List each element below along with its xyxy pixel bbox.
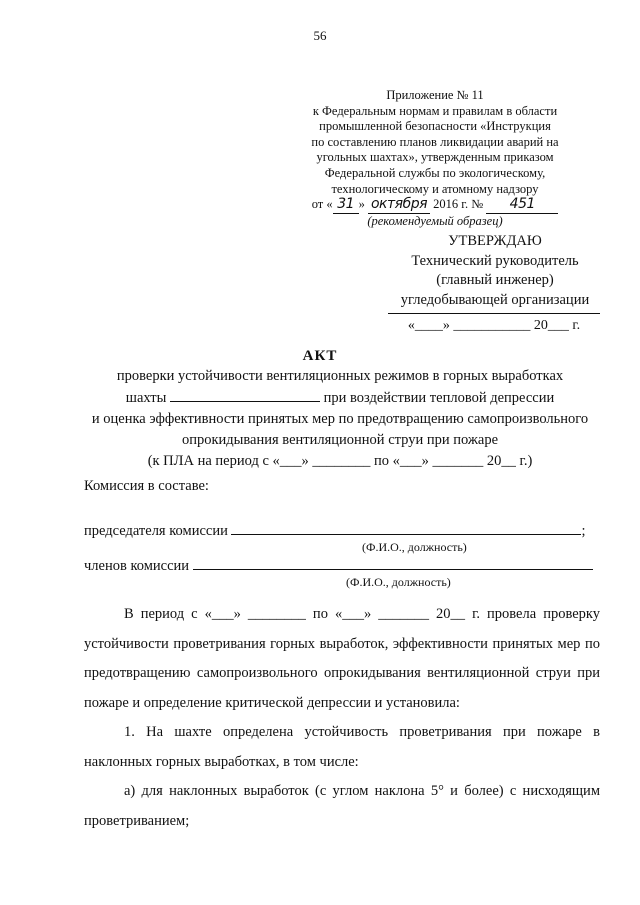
appendix-header: [270, 88, 600, 229]
act-depression-label: при воздействии тепловой депрессии: [323, 390, 555, 406]
appendix-date: [270, 197, 600, 214]
sample-note: (рекомендуемый образец): [367, 213, 503, 228]
chairman-label: председателя комиссии: [84, 523, 228, 539]
approve-date: «____» ___________ 20___ г.: [407, 318, 581, 333]
handwritten-day: 31: [333, 197, 359, 214]
date-mid: »: [358, 197, 365, 212]
approve-role: Технический руководитель: [411, 252, 579, 269]
act-line: и оценка эффективности принятых мер по предотвращению самопроизвольного: [91, 411, 589, 427]
date-prefix: от «: [311, 197, 333, 212]
page-number: 56: [313, 28, 327, 43]
signature-line: [388, 313, 600, 314]
chairman-blank: [231, 520, 581, 535]
body-paragraph: В период с «___» ________ по «___» _______ 20__ г. провела проверку устойчивости проветривания горных выработок, эффективности принятых мер по предотвращению самопроизвольного опрокидывания вентиляционной струи при пожаре и определение критической депрессии и установила:: [84, 606, 600, 711]
members-caption: (Ф.И.О., должность): [346, 575, 451, 589]
chairman-end: ;: [581, 523, 586, 539]
handwritten-number: 451: [486, 197, 558, 214]
act-line-mine: [60, 387, 620, 409]
act-line: проверки устойчивости вентиляционных режимов в горных выработках: [116, 368, 564, 384]
handwritten-month: октября: [368, 197, 430, 214]
appendix-line: по составлению планов ликвидации аварий на: [311, 134, 559, 149]
approve-role: (главный инженер): [436, 272, 554, 288]
act-line: опрокидывания вентиляционной струи при пожаре: [181, 432, 499, 448]
body-paragraph: 1. На шахте определена устойчивость проветривания при пожаре в наклонных горных выработках, в том числе:: [84, 724, 600, 770]
appendix-line: Федеральной службы по экологическому,: [324, 165, 546, 180]
mine-name-blank: [170, 387, 320, 402]
appendix-line: технологическому и атомному надзору: [331, 181, 539, 196]
appendix-line: Приложение № 11: [386, 88, 484, 102]
act-subtitle: [60, 366, 620, 472]
body-paragraph: а) для наклонных выработок (с углом наклона 5° и более) с нисходящим проветриванием;: [84, 783, 600, 829]
members-label: членов комиссии: [84, 558, 190, 574]
approve-title: УТВЕРЖДАЮ: [448, 233, 542, 249]
chairman-row: [84, 520, 586, 540]
approval-block: [380, 232, 610, 310]
members-blank: [193, 555, 593, 570]
appendix-line: угольных шахтах», утвержденным приказом: [316, 150, 554, 165]
appendix-line: к Федеральным нормам и правилам в области: [312, 103, 558, 118]
chairman-caption: (Ф.И.О., должность): [362, 540, 467, 554]
members-row: [84, 555, 593, 575]
act-title: АКТ: [302, 348, 338, 364]
appendix-line: промышленной безопасности «Инструкция: [319, 119, 551, 134]
approve-role: угледобывающей организации: [400, 291, 590, 308]
body-text: [84, 600, 600, 836]
act-line: (к ПЛА на период с «___» ________ по «___» _______ 20__ г.): [147, 453, 533, 469]
commission-heading: Комиссия в составе:: [84, 478, 209, 494]
date-year: 2016 г. №: [433, 197, 484, 212]
act-mine-label: шахты: [125, 390, 167, 406]
